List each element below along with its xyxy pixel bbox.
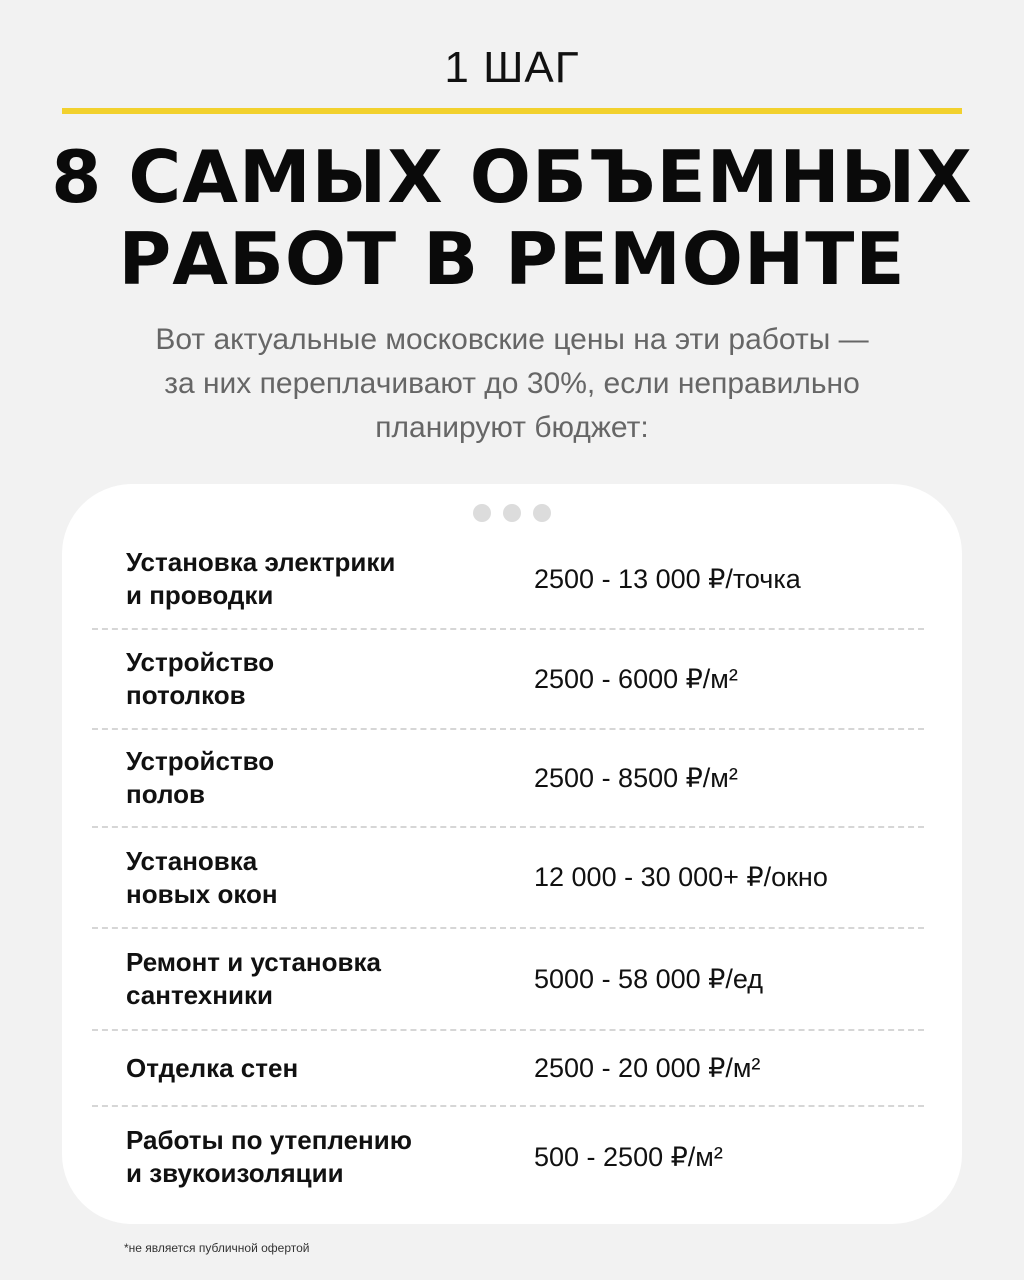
work-price: 5000 - 58 000 ₽/ед (534, 963, 763, 994)
price-table (92, 530, 924, 1207)
page-title-line-2: РАБОТ В РЕМОНТЕ (118, 217, 906, 301)
work-name: Установка электрики и проводки (126, 547, 396, 610)
work-name: Устройство полов (126, 746, 275, 809)
work-name: Работы по утеплению и звукоизоляции (126, 1125, 412, 1188)
work-price: 2500 - 20 000 ₽/м² (534, 1052, 761, 1083)
page-title (0, 136, 1024, 300)
work-name: Ремонт и установка сантехники (126, 947, 381, 1010)
work-price: 2500 - 8500 ₽/м² (534, 762, 738, 793)
work-price: 2500 - 13 000 ₽/точка (534, 563, 801, 594)
table-row (92, 730, 924, 828)
accent-divider (62, 108, 962, 114)
work-price: 2500 - 6000 ₽/м² (534, 663, 738, 694)
step-label: 1 ШАГ (444, 43, 580, 92)
subtitle-line-2: за них переплачивают до 30%, если неправильно (164, 367, 860, 400)
page-title-line-1: 8 САМЫХ ОБЪЕМНЫХ (51, 135, 973, 219)
dot-icon (533, 504, 551, 522)
table-row (92, 530, 924, 630)
table-row (92, 1031, 924, 1107)
work-name: Отделка стен (126, 1052, 299, 1083)
subtitle-line-3: планируют бюджет: (375, 411, 649, 444)
window-dots (62, 504, 962, 522)
subtitle-line-1: Вот актуальные московские цены на эти работы — (155, 323, 869, 356)
work-name: Установка новых окон (126, 845, 278, 909)
price-card (62, 484, 962, 1224)
subtitle (60, 318, 964, 450)
work-price: 500 - 2500 ₽/м² (534, 1141, 723, 1172)
work-price: 12 000 - 30 000+ ₽/окно (534, 862, 828, 892)
table-row (92, 1107, 924, 1207)
dot-icon (473, 504, 491, 522)
table-row (92, 929, 924, 1031)
footnote: *не является публичной офертой (124, 1241, 310, 1255)
work-name: Устройство потолков (126, 647, 275, 710)
table-row (92, 828, 924, 929)
table-row (92, 630, 924, 730)
dot-icon (503, 504, 521, 522)
